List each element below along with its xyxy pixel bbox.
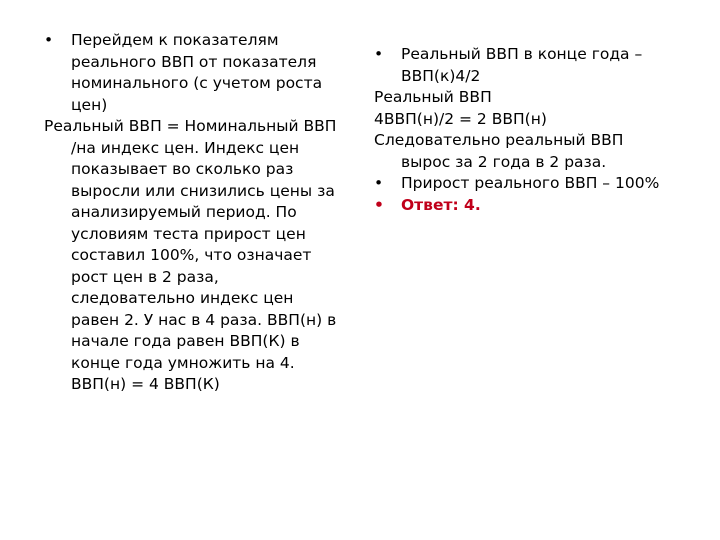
answer-line [374,195,674,217]
right-line-real-gdp: Реальный ВВП [374,88,492,106]
right-bullet-growth [374,173,674,195]
left-paragraph-explanation: Реальный ВВП = Номинальный ВВП /на индекс цен. Индекс цен показывает во сколько раз выросли или снизились цены за анализируемый период. По условиям теста прирост цен составил 100%, что означает рост цен в 2 раза, следовательно индекс цен равен 2. У нас в 4 раза. ВВП(н) в начале года равен ВВП(К) в конце года умножить на 4. ВВП(н) = 4 ВВП(К) [44,117,337,393]
left-column [44,30,344,396]
bullet-marker: • [44,31,54,49]
bullet-marker: • [374,195,384,214]
right-line-formula: 4ВВП(н)/2 = 2 ВВП(н) [374,109,547,128]
left-bullet-intro [44,30,344,116]
bullet-marker: • [374,174,384,192]
answer-text: Ответ: 4. [401,195,481,214]
right-bullet-growth-text: Прирост реального ВВП – 100% [401,174,660,192]
right-paragraph-conclusion: Следовательно реальный ВВП вырос за 2 года в 2 раза. [374,131,624,171]
right-bullet-real-gdp-end [374,44,674,87]
right-bullet-real-gdp-end-text: Реальный ВВП в конце года – ВВП(к)4/2 [401,45,643,85]
left-bullet-intro-text: Перейдем к показателям реального ВВП от показателя номинального (с учетом роста цен) [71,31,323,114]
bullet-marker: • [374,45,384,63]
right-column [374,44,674,216]
